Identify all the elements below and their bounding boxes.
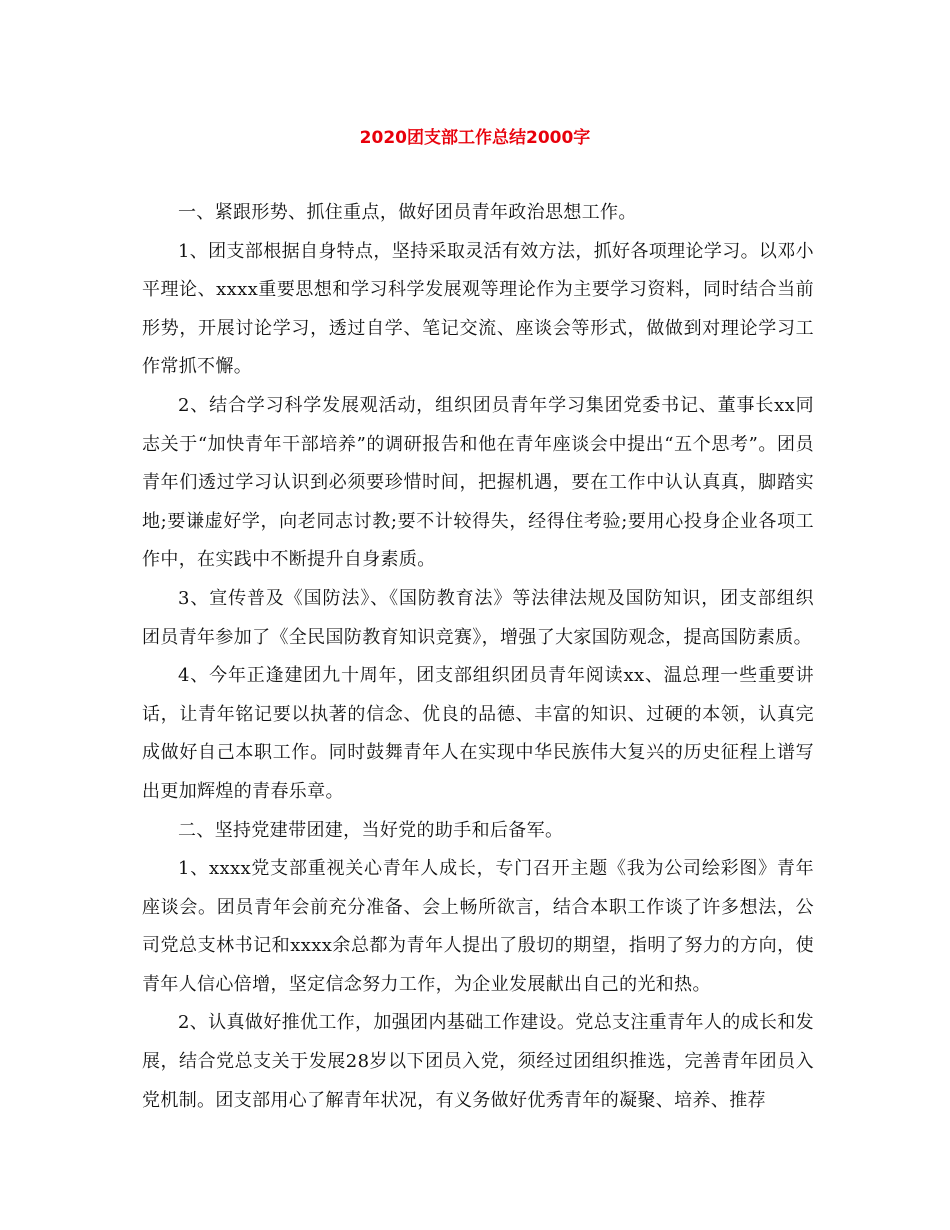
paragraph: 2、认真做好推优工作，加强团内基础工作建设。党总支注重青年人的成长和发展，结合党总支关于发展28岁以下团员入党，须经过团组织推选，完善青年团员入党机制。团支部用心了解青年状况，有义务做好优秀青年的凝聚、培养、推荐 xyxy=(142,1012,814,1111)
paragraph: 2、结合学习科学发展观活动，组织团员青年学习集团党委书记、董事长xx同志关于“加快青年干部培养”的调研报告和他在青年座谈会中提出“五个思考”。团员青年们透过学习认识到必须要珍惜时间，把握机遇，要在工作中认认真真，脚踏实地;要谦虚好学，向老同志讨教;要不计较得失，经得住考验;要用心投身企业各项工作中，在实践中不断提升自身素质。 xyxy=(142,394,814,571)
document-body xyxy=(142,194,814,1120)
section-heading-1: 一、紧跟形势、抓住重点，做好团员青年政治思想工作。 xyxy=(178,202,637,223)
document-title: 2020团支部工作总结2000字 xyxy=(359,128,591,148)
paragraph: 3、宣传普及《国防法》、《国防教育法》等法律法规及国防知识，团支部组织团员青年参加了《全民国防教育知识竞赛》，增强了大家国防观念，提高国防素质。 xyxy=(142,587,814,648)
paragraph: 1、团支部根据自身特点，坚持采取灵活有效方法，抓好各项理论学习。以邓小平理论、xxxx重要思想和学习科学发展观等理论作为主要学习资料，同时结合当前形势，开展讨论学习，透过自学、笔记交流、座谈会等形式，做做到对理论学习工作常抓不懈。 xyxy=(142,240,814,378)
section-heading-2: 二、坚持党建带团建，当好党的助手和后备军。 xyxy=(178,819,564,841)
paragraph: 1、xxxx党支部重视关心青年人成长，专门召开主题《我为公司绘彩图》青年座谈会。团员青年会前充分准备、会上畅所欲言，结合本职工作谈了许多想法，公司党总支林书记和xxxx余总都为青年人提出了殷切的期望，指明了努力的方向，使青年人信心倍增，坚定信念努力工作，为企业发展献出自己的光和热。 xyxy=(142,858,814,995)
paragraph: 4、今年正逢建团九十周年，团支部组织团员青年阅读xx、温总理一些重要讲话，让青年铭记要以执著的信念、优良的品德、丰富的知识、过硬的本领，认真完成做好自己本职工作。同时鼓舞青年人在实现中华民族伟大复兴的历史征程上谱写出更加辉煌的青春乐章。 xyxy=(142,665,814,802)
